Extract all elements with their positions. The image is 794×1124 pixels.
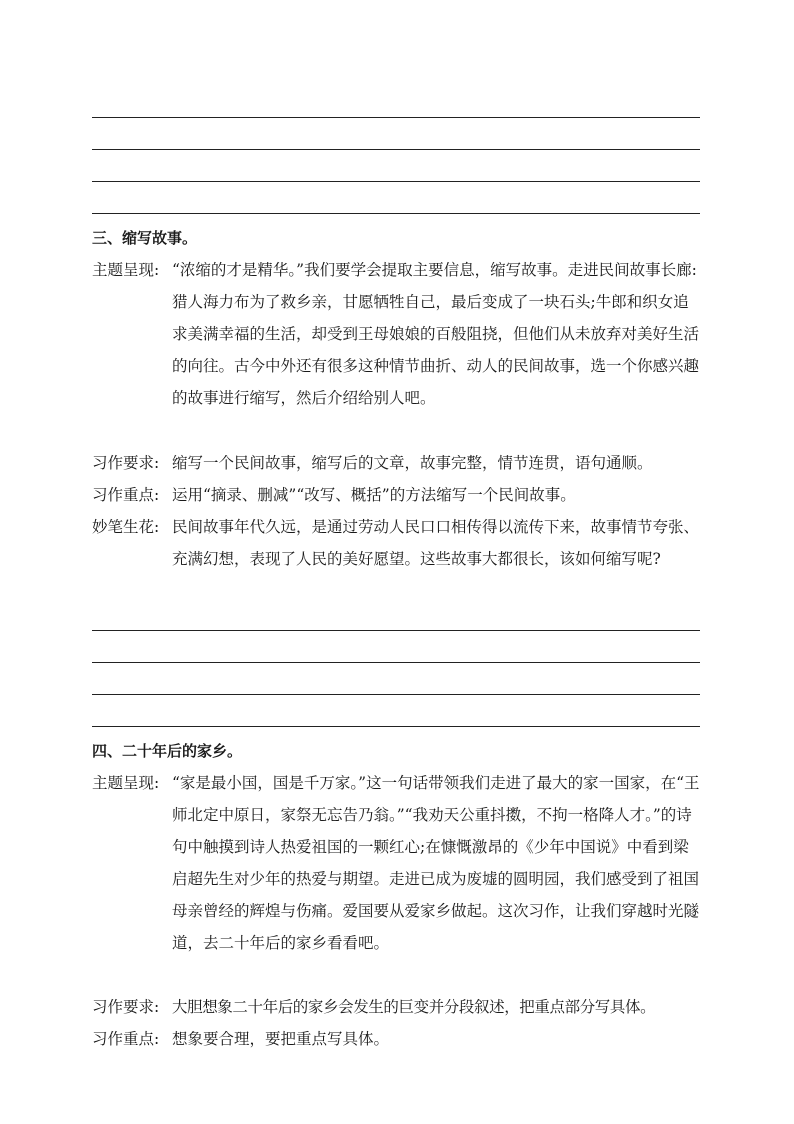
entry-text: 大胆想象二十年后的家乡会发生的巨变并分段叙述，把重点部分写具体。 xyxy=(172,998,656,1016)
writing-line xyxy=(92,694,700,695)
entry-text: “浓缩的才是精华。”我们要学会提取主要信息，缩写故事。走进民间故事长廊:猎人海力布为了救乡亲，甘愿牺牲自己，最后变成了一块石头;牛郎和织女追求美满幸福的生活，却受到王母娘娘的百般阻挠，但他们从未放弃对美好生活的向往。古今中外还有很多这种情节曲折、动人的民间故事，选一个你感兴趣的故事进行缩写，然后介绍给别人吧。 xyxy=(172,261,700,407)
writing-line xyxy=(92,662,700,663)
entry-requirement xyxy=(92,447,712,479)
entry-focus xyxy=(92,1023,712,1055)
section-heading: 四、二十年后的家乡。 xyxy=(92,742,243,760)
entry-label: 习作重点: xyxy=(92,486,160,504)
entry-text: “家是最小国，国是千万家。”这一句话带领我们走进了最大的家一国家，在“王师北定中原日，家祭无忘告乃翁。”“我劝天公重抖擞，不拘一格降人才。”的诗句中触摸到诗人热爱祖国的一颗红心;在慷慨激昂的《少年中国说》中看到梁启超先生对少年的热爱与期望。走进已成为废墟的圆明园，我们感受到了祖国母亲曾经的辉煌与伤痛。爱国要从爱家乡做起。这次习作，让我们穿越时光隧道，去二十年后的家乡看看吧。 xyxy=(172,774,700,952)
entry-label: 习作要求: xyxy=(92,454,160,472)
entry-label: 主题呈现: xyxy=(92,774,160,792)
writing-line xyxy=(92,213,700,214)
writing-line xyxy=(92,149,700,150)
entry-label: 习作要求: xyxy=(92,998,160,1016)
entry-requirement xyxy=(92,991,712,1023)
entry-tips xyxy=(92,511,712,607)
entry-focus xyxy=(92,479,712,511)
writing-line xyxy=(92,726,700,727)
writing-line xyxy=(92,117,700,118)
writing-line xyxy=(92,181,700,182)
entry-theme xyxy=(92,767,712,991)
entry-label: 主题呈现: xyxy=(92,261,160,279)
entry-text: 运用“摘录、删减”“改写、概括”的方法缩写一个民间故事。 xyxy=(172,486,576,504)
section-heading: 三、缩写故事。 xyxy=(92,229,198,247)
entry-text: 想象要合理，要把重点写具体。 xyxy=(172,1030,390,1048)
entry-label: 妙笔生花: xyxy=(92,518,160,536)
entry-theme xyxy=(92,254,712,446)
entry-text: 民间故事年代久远，是通过劳动人民口口相传得以流传下来，故事情节夸张、充满幻想，表现了人民的美好愿望。这些故事大都很长，该如何缩写呢? xyxy=(172,518,700,568)
entry-label: 习作重点: xyxy=(92,1030,160,1048)
entry-text: 缩写一个民间故事，缩写后的文章，故事完整，情节连贯，语句通顺。 xyxy=(172,454,653,472)
writing-line xyxy=(92,630,700,631)
